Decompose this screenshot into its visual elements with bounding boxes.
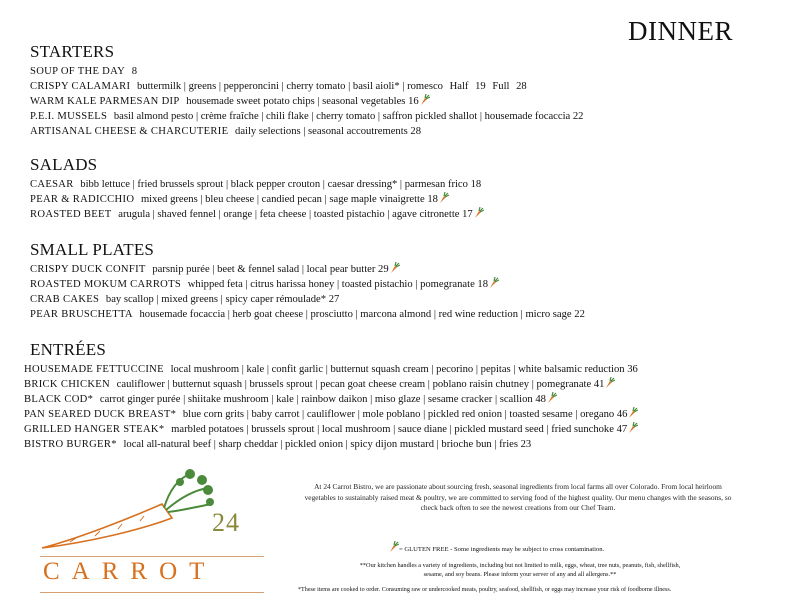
item-description: mixed greens | bleu cheese | candied pecan | sage maple vinaigrette 18 bbox=[140, 194, 438, 205]
menu-item bbox=[30, 177, 484, 192]
item-name: SOUP OF THE DAY bbox=[30, 66, 126, 77]
logo-divider bbox=[40, 556, 264, 557]
item-description: 8 bbox=[131, 66, 138, 77]
menu-title: DINNER bbox=[628, 16, 733, 46]
item-description: daily selections | seasonal accoutrements 28 bbox=[235, 126, 422, 137]
carrot-illustration bbox=[40, 468, 215, 558]
item-name: GRILLED HANGER STEAK* bbox=[24, 424, 165, 435]
item-name: ARTISANAL CHEESE & CHARCUTERIE bbox=[30, 126, 229, 137]
item-name: CRAB CAKES bbox=[30, 294, 100, 305]
item-name: BLACK COD* bbox=[24, 394, 94, 405]
item-name: HOUSEMADE FETTUCCINE bbox=[24, 364, 164, 375]
entrees-section bbox=[24, 340, 638, 452]
gluten-free-carrot-icon bbox=[389, 541, 399, 553]
restaurant-logo bbox=[40, 468, 265, 598]
item-name: ROASTED MOKUM CARROTS bbox=[30, 279, 182, 290]
item-description: local all-natural beef | sharp cheddar | pickled onion | spicy dijon mustard | brioche bun | fries 23 bbox=[123, 439, 532, 450]
item-description: marbled potatoes | brussels sprout | local mushroom | sauce diane | pickled mustard seed | fried sunchoke 47 bbox=[171, 424, 628, 435]
gluten-free-carrot-icon bbox=[628, 422, 638, 434]
about-paragraph: At 24 Carrot Bistro, we are passionate about sourcing fresh, seasonal ingredients from local farms all over Colorado. From local heirloom vegetables to sustainably raised meat & poultry, we are committed to serving food of the highest quality. Our menu changes with the seasons, so check back often to see the newest creations from our Chef Team. bbox=[304, 482, 732, 513]
full-price: 28 bbox=[516, 81, 527, 92]
full-label: Full bbox=[492, 81, 510, 92]
item-description: bibb lettuce | fried brussels sprout | black pepper crouton | caesar dressing* | parmesan frico 18 bbox=[80, 179, 482, 190]
menu-item bbox=[24, 362, 638, 377]
menu-item bbox=[24, 392, 638, 407]
item-description: blue corn grits | baby carrot | cauliflower | mole poblano | pickled red onion | toasted sesame | oregano 46 bbox=[182, 409, 628, 420]
item-description: buttermilk | greens | pepperoncini | cherry tomato | basil aioli* | romesco bbox=[137, 81, 443, 92]
gluten-free-carrot-icon bbox=[420, 94, 430, 106]
item-name: BISTRO BURGER* bbox=[24, 439, 117, 450]
item-description: carrot ginger purée | shiitake mushroom | kale | rainbow daikon | miso glaze | sesame cracker | scallion 48 bbox=[99, 394, 546, 405]
gluten-free-note-text: = GLUTEN FREE - Some ingredients may be subject to cross contamination. bbox=[399, 546, 605, 553]
salads-section bbox=[30, 155, 484, 222]
item-name: CRISPY CALAMARI bbox=[30, 81, 131, 92]
allergen-note: **Our kitchen handles a variety of ingredients, including but not limited to milk, eggs, wheat, tree nuts, peanuts, fish, shellfish, sesame, and soy beans. Please inform your server of any and all allergens.** bbox=[359, 562, 681, 579]
item-name: PAN SEARED DUCK BREAST* bbox=[24, 409, 177, 420]
small-plates-section bbox=[30, 240, 585, 322]
item-name: P.E.I. MUSSELS bbox=[30, 111, 108, 122]
menu-item bbox=[30, 124, 583, 139]
half-label: Half bbox=[449, 81, 469, 92]
starters-section bbox=[30, 42, 583, 139]
menu-item bbox=[24, 422, 638, 437]
logo-divider bbox=[40, 592, 264, 593]
menu-item bbox=[30, 79, 583, 94]
item-name: BRICK CHICKEN bbox=[24, 379, 111, 390]
menu-item bbox=[30, 277, 585, 292]
item-name: ROASTED BEET bbox=[30, 209, 112, 220]
logo-wordmark: CARROT bbox=[43, 558, 217, 585]
menu-item bbox=[30, 64, 583, 79]
gluten-free-carrot-icon bbox=[390, 262, 400, 274]
gluten-free-carrot-icon bbox=[547, 392, 557, 404]
item-description: basil almond pesto | crème fraîche | chili flake | cherry tomato | saffron pickled shallot | housemade focaccia 22 bbox=[113, 111, 584, 122]
menu-item bbox=[24, 437, 638, 452]
item-description: housemade sweet potato chips | seasonal vegetables 16 bbox=[186, 96, 419, 107]
item-name: PEAR & RADICCHIO bbox=[30, 194, 135, 205]
item-description: arugula | shaved fennel | orange | feta cheese | toasted pistachio | agave citronette 17 bbox=[118, 209, 473, 220]
gluten-free-carrot-icon bbox=[474, 207, 484, 219]
item-description: housemade focaccia | herb goat cheese | prosciutto | marcona almond | red wine reduction | micro sage 22 bbox=[139, 309, 585, 320]
menu-item bbox=[30, 262, 585, 277]
item-name: PEAR BRUSCHETTA bbox=[30, 309, 133, 320]
gluten-free-carrot-icon bbox=[628, 407, 638, 419]
section-heading-small-plates: SMALL PLATES bbox=[30, 240, 155, 259]
item-name: CAESAR bbox=[30, 179, 74, 190]
logo-number: 24 bbox=[212, 508, 240, 537]
item-description: whipped feta | citrus harissa honey | toasted pistachio | pomegranate 18 bbox=[187, 279, 489, 290]
half-price: 19 bbox=[475, 81, 486, 92]
gluten-free-carrot-icon bbox=[605, 377, 615, 389]
item-description: parsnip purée | beet & fennel salad | local pear butter 29 bbox=[152, 264, 389, 275]
menu-item bbox=[30, 94, 583, 109]
raw-food-warning: *These items are cooked to order. Consuming raw or undercooked meats, poultry, seafood, shellfish, or eggs may increase your risk of foodborne illness. bbox=[298, 587, 672, 593]
gluten-free-carrot-icon bbox=[439, 192, 449, 204]
gluten-free-carrot-icon bbox=[489, 277, 499, 289]
menu-item bbox=[30, 192, 484, 207]
item-description: local mushroom | kale | confit garlic | butternut squash cream | pecorino | pepitas | white balsamic reduction 36 bbox=[170, 364, 638, 375]
section-heading-entrees: ENTRÉES bbox=[30, 340, 107, 359]
menu-item bbox=[24, 407, 638, 422]
section-heading-salads: SALADS bbox=[30, 155, 98, 174]
item-name: CRISPY DUCK CONFIT bbox=[30, 264, 146, 275]
item-name: WARM KALE PARMESAN DIP bbox=[30, 96, 180, 107]
menu-item bbox=[24, 377, 638, 392]
menu-item bbox=[30, 109, 583, 124]
section-heading-starters: STARTERS bbox=[30, 42, 115, 61]
gluten-free-note bbox=[388, 541, 604, 553]
menu-item bbox=[30, 207, 484, 222]
menu-item bbox=[30, 307, 585, 322]
menu-item bbox=[30, 292, 585, 307]
item-description: bay scallop | mixed greens | spicy caper rémoulade* 27 bbox=[105, 294, 340, 305]
item-description: cauliflower | butternut squash | brussels sprout | pecan goat cheese cream | poblano raisin chutney | pomegranate 41 bbox=[116, 379, 605, 390]
